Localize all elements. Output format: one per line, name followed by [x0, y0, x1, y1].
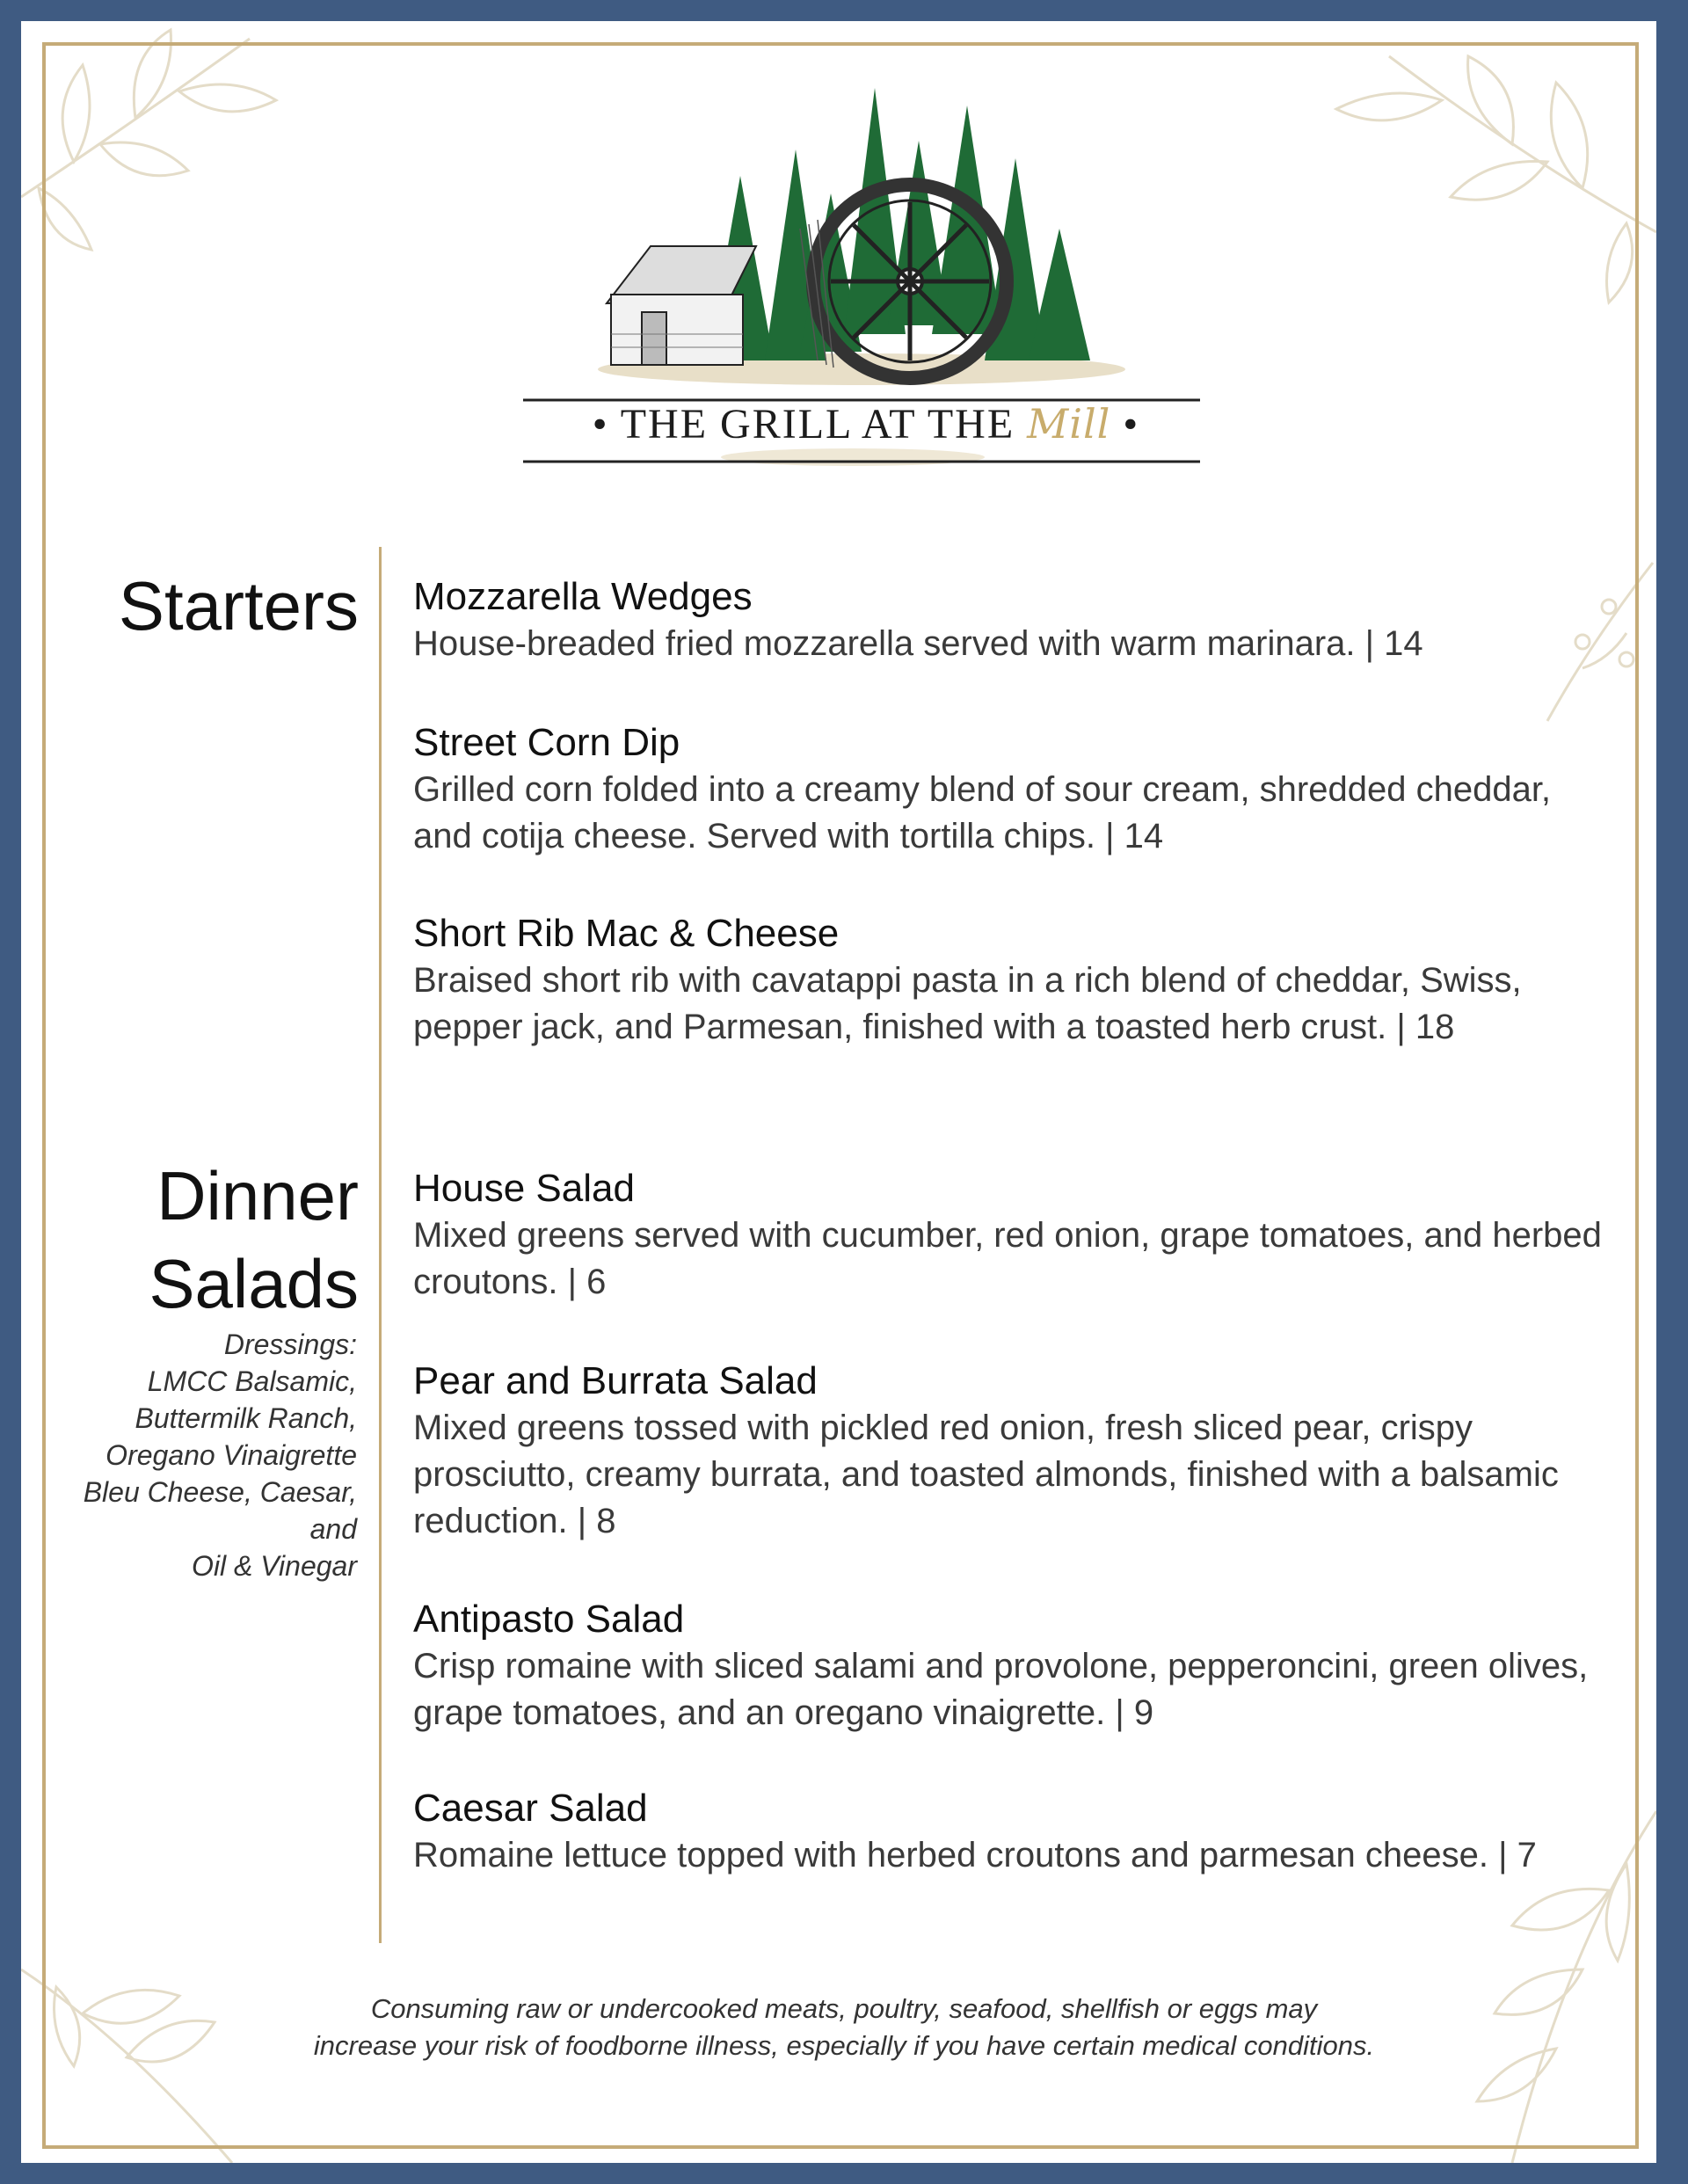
restaurant-name-logo: [532, 400, 1200, 448]
menu-item-description: Mixed greens served with cucumber, red onion, grape tomatoes, and herbed croutons. | 6: [413, 1216, 1602, 1301]
dressing-option: and: [309, 1513, 357, 1545]
dressings-label: Dressings:: [223, 1329, 357, 1360]
logo-bullet-left: •: [592, 401, 609, 448]
menu-item-name: Short Rib Mac & Cheese: [413, 912, 840, 955]
menu-item: [413, 1785, 1618, 1879]
section-title-salads-line2: Salads: [149, 1245, 359, 1322]
logo-title-script: Mill: [1027, 400, 1111, 448]
menu-item: [413, 719, 1618, 860]
logo-title-text: THE GRILL AT THE: [620, 401, 1015, 448]
menu-item-description: House-breaded fried mozzarella served with warm marinara. | 14: [413, 624, 1423, 663]
logo-bullet-right: •: [1123, 401, 1140, 448]
menu-item: [413, 1596, 1618, 1736]
menu-item: [413, 1358, 1618, 1545]
section-title-salads-line1: Dinner: [156, 1157, 359, 1234]
menu-item-description: Grilled corn folded into a creamy blend of sour cream, shredded cheddar, and cotija cheese. Served with tortilla chips. | 14: [413, 770, 1552, 855]
dressing-option: Oil & Vinegar: [192, 1550, 357, 1582]
menu-item: [413, 910, 1618, 1051]
food-safety-disclaimer: [0, 1991, 1688, 2064]
disclaimer-line: Consuming raw or undercooked meats, poultry, seafood, shellfish or eggs may: [370, 1993, 1318, 2024]
menu-item-name: Caesar Salad: [413, 1787, 648, 1830]
menu-item: [413, 1165, 1618, 1306]
menu-item-description: Romaine lettuce topped with herbed croutons and parmesan cheese. | 7: [413, 1836, 1537, 1875]
section-divider-line: [379, 547, 382, 1943]
menu-item-description: Mixed greens tossed with pickled red onion, fresh sliced pear, crispy prosciutto, creamy burrata, and toasted almonds, finished with a balsamic reduction. | 8: [413, 1409, 1559, 1540]
menu-item-description: Crisp romaine with sliced salami and provolone, pepperoncini, green olives, grape tomatoes, and an oregano vinaigrette. | 9: [413, 1647, 1589, 1732]
dressing-option: Buttermilk Ranch,: [135, 1402, 357, 1434]
menu-item-name: Pear and Burrata Salad: [413, 1359, 818, 1402]
dressing-option: Bleu Cheese, Caesar,: [83, 1476, 357, 1508]
menu-item-name: Mozzarella Wedges: [413, 575, 753, 618]
menu-item: [413, 573, 1618, 667]
menu-item-name: House Salad: [413, 1167, 635, 1210]
menu-item-description: Braised short rib with cavatappi pasta in a rich blend of cheddar, Swiss, pepper jack, and Parmesan, finished with a toasted herb crust. | 18: [413, 961, 1522, 1046]
dressing-option: Oregano Vinaigrette: [106, 1439, 357, 1471]
menu-item-name: Street Corn Dip: [413, 721, 680, 764]
disclaimer-line: increase your risk of foodborne illness, especially if you have certain medical conditions.: [313, 2030, 1375, 2061]
menu-item-name: Antipasto Salad: [413, 1598, 685, 1641]
section-title-starters: Starters: [118, 567, 359, 644]
dressings-list: [84, 1326, 357, 1584]
dressing-option: LMCC Balsamic,: [147, 1365, 357, 1397]
